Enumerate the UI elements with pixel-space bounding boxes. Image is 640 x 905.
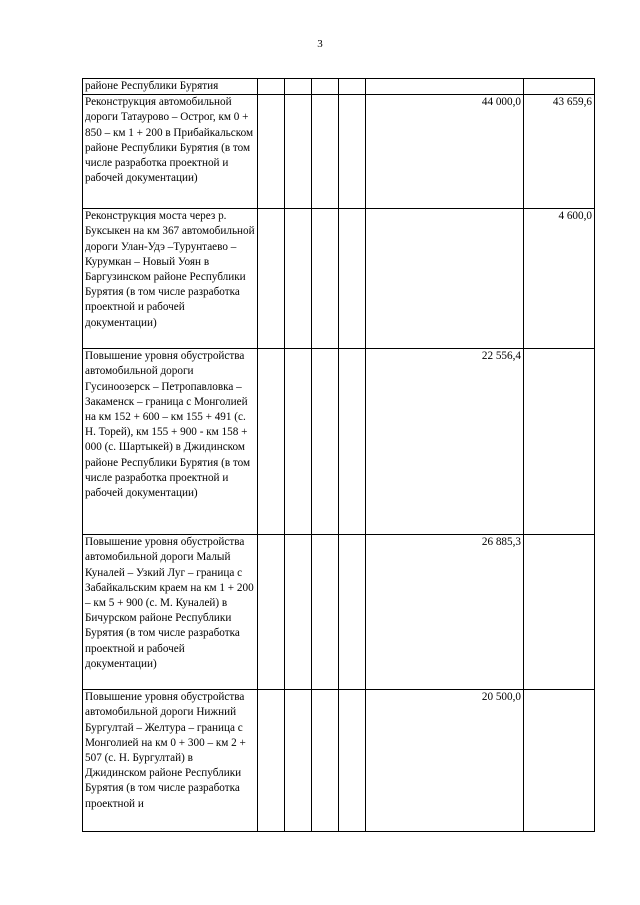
value-cell: 44 000,0 [366, 95, 524, 209]
table-row [83, 535, 595, 690]
value-cell: 4 600,0 [524, 209, 595, 349]
value-cell [258, 209, 285, 349]
value-cell [285, 349, 312, 535]
value-cell [339, 95, 366, 209]
value-cell [285, 79, 312, 95]
value-cell [524, 690, 595, 832]
table-row [83, 79, 595, 95]
table-row [83, 349, 595, 535]
road-projects-table [82, 78, 595, 832]
value-cell [524, 79, 595, 95]
value-cell [285, 209, 312, 349]
value-cell [312, 79, 339, 95]
table-row [83, 95, 595, 209]
project-name-cell: Повышение уровня обустройства автомобильной дороги Нижний Бургултай – Желтура – граница с Монголией на км 0 + 300 – км 2 + 507 (с. Н. Бургултай) в Джидинском районе Республики Бурятия (в том числе разработка проектной и [83, 690, 258, 832]
value-cell [339, 209, 366, 349]
value-cell [258, 535, 285, 690]
value-cell [258, 95, 285, 209]
value-cell [285, 690, 312, 832]
value-cell [312, 535, 339, 690]
value-cell [258, 79, 285, 95]
table-row [83, 209, 595, 349]
value-cell [339, 690, 366, 832]
value-cell [312, 690, 339, 832]
value-cell: 22 556,4 [366, 349, 524, 535]
project-name-cell: Реконструкция моста через р. Буксыкен на км 367 автомобильной дороги Улан-Удэ –Турунтаево – Курумкан – Новый Уоян в Баргузинском районе Республики Бурятия (в том числе разработка проектной и рабочей документации) [83, 209, 258, 349]
value-cell [312, 209, 339, 349]
value-cell: 20 500,0 [366, 690, 524, 832]
project-name-cell: Повышение уровня обустройства автомобильной дороги Гусиноозерск – Петропавловка –Закаменск – граница с Монголией на км 152 + 600 – км 155 + 491 (с. Н. Торей), км 155 + 900 - км 158 + 000 (с. Шартыкей) в Джидинском районе Республики Бурятия (в том числе разработка проектной и рабочей документации) [83, 349, 258, 535]
value-cell [312, 349, 339, 535]
page-number: 3 [317, 38, 323, 50]
project-name-cell: Реконструкция автомобильной дороги Татаурово – Острог, км 0 + 850 – км 1 + 200 в Прибайкальском районе Республики Бурятия (в том числе разработка проектной и рабочей документации) [83, 95, 258, 209]
project-name-cell: Повышение уровня обустройства автомобильной дороги Малый Куналей – Узкий Луг – граница с Забайкальским краем на км 1 + 200 – км 5 + 900 (с. М. Куналей) в Бичурском районе Республики Бурятия (в том числе разработка проектной и рабочей документации) [83, 535, 258, 690]
value-cell [524, 349, 595, 535]
value-cell: 43 659,6 [524, 95, 595, 209]
value-cell [285, 535, 312, 690]
value-cell [258, 690, 285, 832]
project-name-cell: районе Республики Бурятия [83, 79, 258, 95]
value-cell [524, 535, 595, 690]
value-cell: 26 885,3 [366, 535, 524, 690]
value-cell [312, 95, 339, 209]
value-cell [339, 349, 366, 535]
value-cell [366, 209, 524, 349]
table-row [83, 690, 595, 832]
value-cell [258, 349, 285, 535]
value-cell [366, 79, 524, 95]
value-cell [339, 79, 366, 95]
value-cell [339, 535, 366, 690]
value-cell [285, 95, 312, 209]
